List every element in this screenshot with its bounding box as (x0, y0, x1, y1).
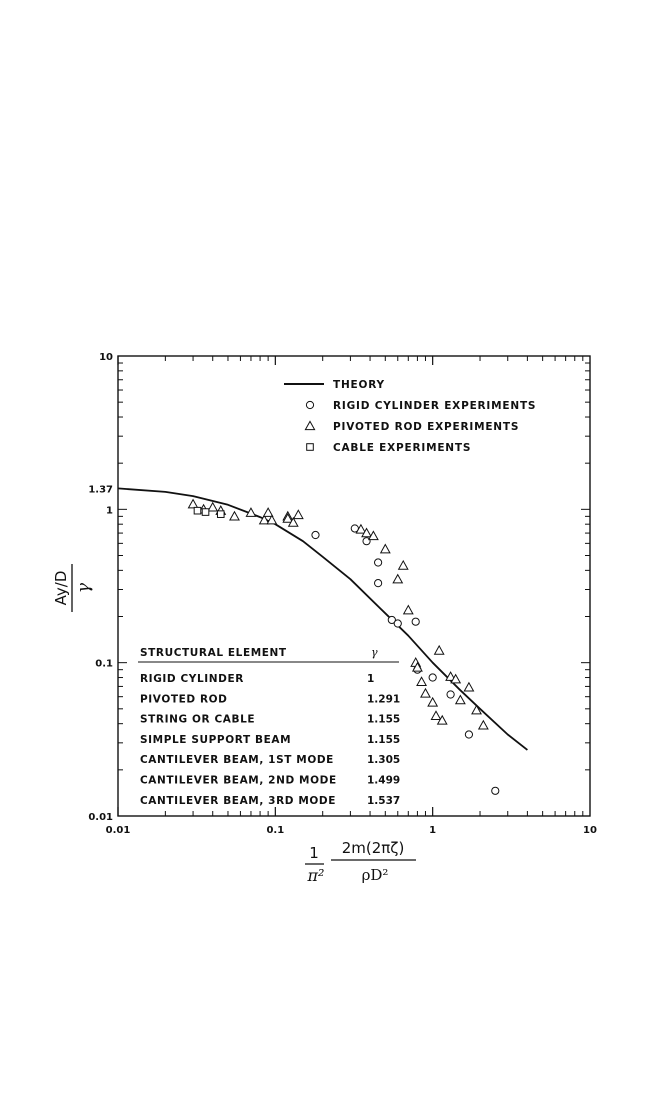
x-tick-label: 0.1 (266, 825, 285, 836)
data-point-circle (394, 620, 401, 627)
table-row-gamma: 1 (367, 673, 375, 685)
legend-circle-swatch (306, 401, 313, 408)
data-point-triangle (399, 561, 408, 569)
data-point-triangle (381, 545, 390, 553)
table-row-gamma: 1.291 (367, 693, 401, 706)
data-point-circle (412, 618, 419, 625)
table-row-element: STRING OR CABLE (140, 713, 256, 726)
legend-label: CABLE EXPERIMENTS (333, 442, 472, 454)
x-tick-label: 10 (583, 825, 597, 836)
table-row-element: PIVOTED ROD (140, 693, 228, 706)
x-tick-label: 0.01 (105, 825, 131, 836)
data-point-triangle (264, 508, 273, 516)
data-point-circle (492, 787, 499, 794)
data-point-triangle (456, 695, 465, 703)
table-row-gamma: 1.155 (367, 733, 401, 746)
legend-entry (307, 442, 472, 454)
data-point-triangle (421, 689, 430, 697)
x-tick-label: 1 (429, 825, 437, 836)
y-tick-label: 1 (106, 505, 113, 517)
data-point-triangle (230, 512, 239, 520)
data-point-triangle (479, 721, 488, 729)
y-axis-label (52, 564, 94, 612)
table-header-element: STRUCTURAL ELEMENT (140, 647, 287, 659)
legend-entry (306, 400, 536, 412)
table-header-gamma: γ (371, 646, 378, 659)
table-row-gamma: 1.537 (367, 794, 401, 807)
y-axis-label-denominator: γ (74, 582, 94, 594)
data-point-triangle (393, 575, 402, 583)
x-axis-label-frac1-denominator: π² (307, 866, 325, 885)
data-point-triangle (188, 500, 197, 508)
table-row-element: RIGID CYLINDER (140, 673, 244, 685)
legend-square-swatch (307, 444, 314, 451)
data-point-triangle (428, 698, 437, 706)
data-point-triangle (435, 646, 444, 654)
structural-element-table (138, 646, 400, 807)
legend-label: RIGID CYLINDER EXPERIMENTS (333, 400, 537, 412)
legend-entry (305, 421, 519, 433)
data-point-triangle (464, 683, 473, 691)
theory-curve (118, 488, 527, 750)
theory-curve-layer (118, 488, 527, 750)
table-row-element: CANTILEVER BEAM, 3RD MODE (140, 794, 337, 807)
data-point-triangle (431, 711, 440, 719)
data-point-circle (312, 531, 319, 538)
table-row-element: SIMPLE SUPPORT BEAM (140, 733, 292, 746)
x-axis-label (305, 839, 416, 885)
legend (284, 379, 536, 454)
table-row-gamma: 1.499 (367, 774, 401, 787)
x-axis-label-frac2-denominator: ρD² (361, 866, 389, 884)
legend-triangle-swatch (305, 421, 314, 429)
y-tick-label: 10 (99, 352, 113, 363)
data-point-square (194, 507, 201, 514)
data-point-circle (465, 731, 472, 738)
data-point-circle (429, 674, 436, 681)
x-axis-label-frac2-numerator: 2m(2πζ) (341, 839, 405, 857)
table-row-element: CANTILEVER BEAM, 2ND MODE (140, 774, 337, 787)
table-row-element: CANTILEVER BEAM, 1ST MODE (140, 754, 334, 767)
data-point-triangle (294, 510, 303, 518)
y-tick-label: 0.1 (95, 658, 113, 670)
data-point-square (202, 509, 209, 516)
data-point-triangle (417, 677, 426, 685)
data-point-circle (375, 559, 382, 566)
legend-entry (284, 379, 385, 391)
table-row-gamma: 1.305 (367, 754, 401, 767)
data-point-circle (447, 691, 454, 698)
legend-label: THEORY (333, 379, 385, 391)
y-axis-label-numerator: Ay/D (52, 570, 70, 606)
data-point-triangle (208, 503, 217, 511)
y-tick-label-extra: 1.37 (88, 484, 113, 496)
x-axis-label-frac1-numerator: 1 (309, 844, 319, 862)
y-tick-label: 0.01 (88, 812, 113, 823)
data-point-circle (375, 580, 382, 587)
data-point-square (217, 511, 224, 518)
table-row-gamma: 1.155 (367, 713, 401, 726)
data-point-triangle (404, 606, 413, 614)
legend-label: PIVOTED ROD EXPERIMENTS (333, 421, 520, 433)
